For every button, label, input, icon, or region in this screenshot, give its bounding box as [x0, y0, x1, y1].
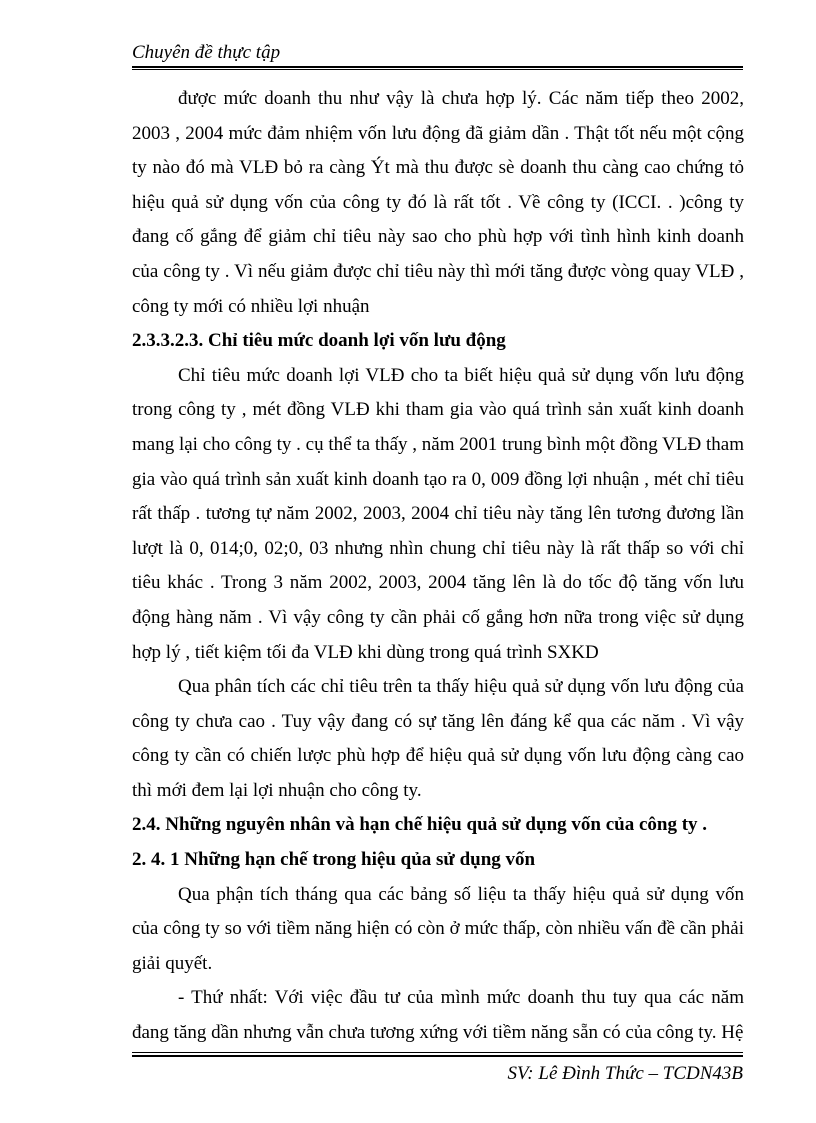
header-divider	[132, 66, 743, 68]
footer-divider	[132, 1055, 743, 1057]
section-heading: 2.4. Những nguyên nhân và hạn chế hiệu quả sử dụng vốn của công ty .	[132, 814, 708, 836]
footer-divider-thin	[132, 1052, 743, 1053]
paragraph: Qua phân tích các chỉ tiêu trên ta thấy hiệu quả sử dụng vốn lưu động của công ty chưa cao . Tuy vậy đang có sự tăng lên đáng kể qua các năm . Vì vậy công ty cần có chiến lược phù hợp để hiệu quả sử dụng vốn lưu động càng cao thì mới đem lại lợi nhuận cho công ty.	[132, 676, 744, 801]
page-header: Chuyên đề thực tập	[132, 42, 281, 63]
paragraph: Qua phận tích tháng qua các bảng số liệu ta thấy hiệu quả sử dụng vốn của công ty so với tiềm năng hiện có còn ở mức thấp, còn nhiều vấn đề cần phải giải quyết.	[132, 883, 744, 974]
page-footer: SV: Lê Đình Thức – TCDN43B	[507, 1063, 743, 1084]
section-heading: 2.3.3.2.3. Chỉ tiêu mức doanh lợi vốn lưu động	[132, 330, 506, 352]
paragraph: - Thứ nhất: Với việc đầu tư của mình mức doanh thu tuy qua các năm đang tăng dần nhưng vẫn chưa tương xứng với tiềm năng sẵn có của công ty. Hệ	[132, 987, 744, 1044]
document-body	[132, 82, 744, 1051]
header-divider-thin	[132, 69, 743, 70]
paragraph: Chỉ tiêu mức doanh lợi VLĐ cho ta biết hiệu quả sử dụng vốn lưu động trong công ty , mét đồng VLĐ khi tham gia vào quá trình sản xuất kinh doanh mang lại cho công ty . cụ thể ta thấy , năm 2001 trung bình một đồng VLĐ tham gia vào quá trình sản xuất kinh doanh tạo ra 0, 009 đồng lợi nhuận , mét chỉ tiêu rất thấp . tương tự năm 2002, 2003, 2004 chỉ tiêu này tăng lên tương đương lần lượt là 0, 014;0, 02;0, 03 nhưng nhìn chung chỉ tiêu này là rất thấp so với chỉ tiêu khác . Trong 3 năm 2002, 2003, 2004 tăng lên là do tốc độ tăng vốn lưu động hàng năm . Vì vậy công ty cần phải cố gắng hơn nữa trong việc sử dụng hợp lý , tiết kiệm tối đa VLĐ khi dùng trong quá trình SXKD	[132, 364, 744, 663]
subsection-heading: 2. 4. 1 Những hạn chế trong hiệu qủa sử dụng vốn	[132, 849, 536, 871]
paragraph: được mức doanh thu như vậy là chưa hợp lý. Các năm tiếp theo 2002, 2003 , 2004 mức đảm nhiệm vốn lưu động đã giảm dần . Thật tốt nếu một cộng ty nào đó mà VLĐ bỏ ra càng Ýt mà thu được sè doanh thu càng cao chứng tỏ hiệu quả sử dụng vốn của công ty đó là rất tốt . Về công ty (ICCI. . )công ty đang cố gắng để giảm chỉ tiêu này sao cho phù hợp với tình hình kinh doanh của công ty . Vì nếu giảm được chỉ tiêu này thì mới tăng được vòng quay VLĐ , công ty mới có nhiều lợi nhuận	[132, 88, 744, 317]
